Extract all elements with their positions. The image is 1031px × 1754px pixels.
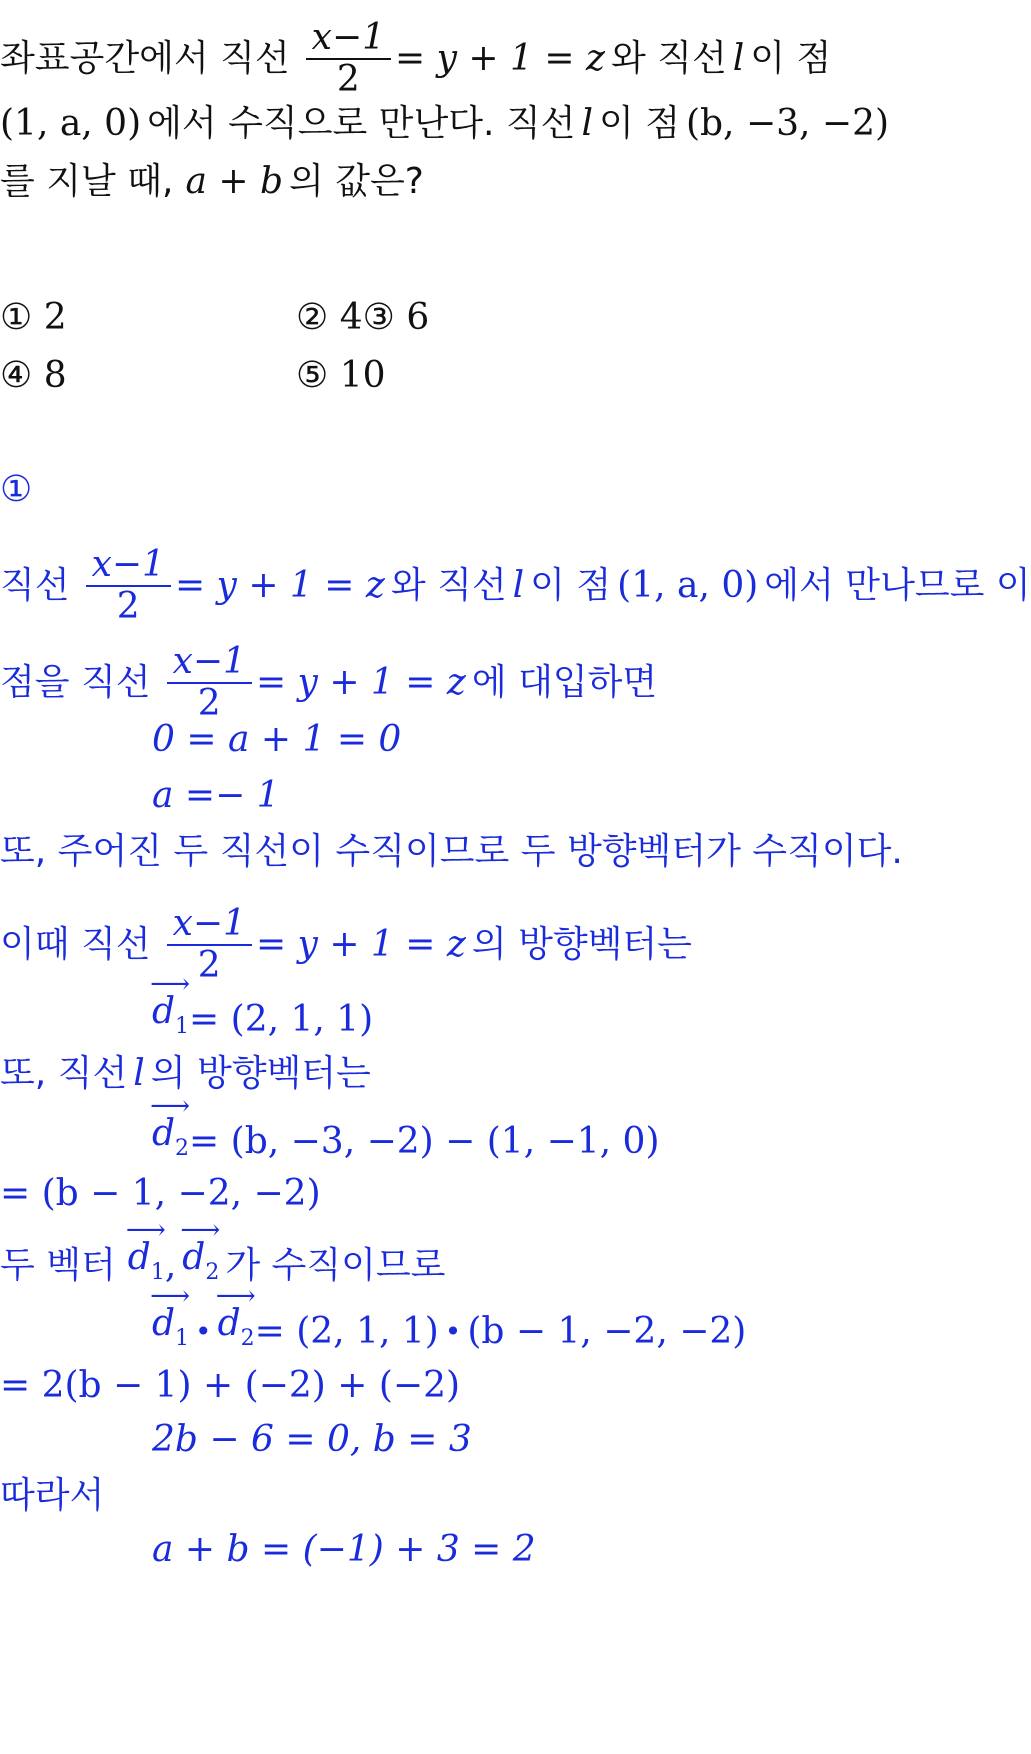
dot-expansion <box>0 1364 460 1408</box>
solution-line-7 <box>0 1474 104 1518</box>
vector-letter: d <box>127 1237 151 1278</box>
choice-1[interactable] <box>0 296 67 340</box>
solution-text: 가 수직이므로 <box>225 1244 446 1286</box>
point-1: (1, a, 0) <box>617 565 759 606</box>
point-1: (1, a, 0) <box>0 103 142 144</box>
problem-line-3 <box>0 160 424 204</box>
equation-rest: = y + 1 = z <box>395 38 605 79</box>
fraction-numerator: x−1 <box>91 544 165 585</box>
equation-1 <box>152 718 401 762</box>
vector-subscript: 1 <box>150 1260 165 1285</box>
fraction-numerator: x−1 <box>172 641 246 682</box>
problem-text: 에서 수직으로 만난다. 직선 <box>147 103 576 144</box>
vector-subscript: 2 <box>205 1260 220 1285</box>
solution-line-2 <box>0 642 657 724</box>
fraction-numerator: x−1 <box>311 17 386 58</box>
equation-rest: = y + 1 = z <box>255 924 466 965</box>
solution-text: 의 방향벡터는 <box>150 1053 371 1094</box>
line-variable: l <box>512 565 525 606</box>
equation-2 <box>152 774 280 818</box>
point-2: (b, −3, −2) <box>685 103 890 144</box>
equation: a =− 1 <box>152 775 280 816</box>
solution-text: 와 직선 <box>390 565 507 606</box>
solution-text: 이때 직선 <box>0 924 151 965</box>
solution-text: 에 대입하면 <box>471 662 658 703</box>
vector-subscript: 1 <box>175 1326 190 1351</box>
choice-mark: ① <box>0 297 33 338</box>
equation: a + b = (−1) + 3 = 2 <box>152 1529 536 1570</box>
problem-text: 와 직선 <box>610 38 727 79</box>
fraction-numerator: x−1 <box>172 903 246 944</box>
fraction <box>167 642 252 724</box>
solution-line-3 <box>0 830 903 874</box>
fraction <box>306 18 391 100</box>
fraction-denominator: 2 <box>336 59 360 100</box>
solution-line-1 <box>0 545 1031 627</box>
dot-operator: • <box>444 1314 462 1348</box>
fraction-denominator: 2 <box>197 945 221 986</box>
dot-product-line <box>152 1302 746 1361</box>
solution-text: 또, 주어진 두 직선이 수직이므로 두 방향벡터가 수직이다. <box>0 831 903 872</box>
vector-d1 <box>152 990 189 1049</box>
choice-4[interactable] <box>0 354 67 398</box>
choice-value: 2 <box>43 297 67 338</box>
problem-line-1 <box>0 18 831 100</box>
vector-subscript: 2 <box>175 1136 190 1161</box>
final-equation <box>152 1528 536 1572</box>
problem-text: 이 점 <box>598 103 680 144</box>
line-variable: l <box>133 1053 145 1094</box>
problem-text: 이 점 <box>750 38 832 79</box>
vector-letter: d <box>152 1113 176 1154</box>
vector-letter: d <box>152 991 176 1032</box>
choice-3[interactable] <box>363 296 430 340</box>
vector-value: = (2, 1, 1) <box>254 1310 439 1352</box>
problem-text: 좌표공간에서 직선 <box>0 38 290 79</box>
choice-mark: ⑤ <box>296 355 329 396</box>
solution-text: 에서 만나므로 이 <box>764 565 1031 606</box>
fraction-denominator: 2 <box>197 683 221 724</box>
vector-d1-line <box>152 990 373 1049</box>
answer: ① <box>0 469 33 510</box>
vector-d2 <box>218 1302 255 1361</box>
equation-rest: = y + 1 = z <box>174 565 385 606</box>
problem-text: 를 지날 때, <box>0 161 174 202</box>
equation: 2b − 6 = 0, b = 3 <box>152 1419 472 1460</box>
line-variable: l <box>732 38 745 79</box>
vector-letter: d <box>152 1303 176 1344</box>
choice-2-3 <box>296 296 429 340</box>
solution-text: 따라서 <box>0 1475 105 1516</box>
solution-text: 이 점 <box>530 565 612 606</box>
line-variable: l <box>581 103 593 144</box>
vector-d1 <box>152 1302 189 1361</box>
problem-line-2 <box>0 102 889 146</box>
vector-subscript: 1 <box>175 1014 190 1039</box>
choice-value: 8 <box>43 355 67 396</box>
choice-5[interactable] <box>296 354 386 398</box>
choice-value: 10 <box>339 355 386 396</box>
solution-line-4 <box>0 904 692 986</box>
solution-text: 직선 <box>0 565 70 606</box>
choice-value: 6 <box>406 297 430 338</box>
choice-mark: ② <box>296 297 329 338</box>
vector-d2 <box>152 1112 189 1171</box>
fraction-denominator: 2 <box>116 586 140 627</box>
dot-operator: • <box>195 1314 212 1348</box>
sum-expression: a + b <box>185 161 283 202</box>
vector-value: = (2, 1, 1) <box>189 998 374 1040</box>
answer-mark <box>0 468 32 512</box>
fraction <box>86 545 171 627</box>
equation-rest: = y + 1 = z <box>255 662 466 703</box>
vector-value: (b − 1, −2, −2) <box>467 1310 747 1352</box>
comma: , <box>164 1244 177 1286</box>
equation: = 2(b − 1) + (−2) + (−2) <box>0 1365 461 1406</box>
equation-3 <box>152 1418 472 1462</box>
choice-2[interactable] <box>296 296 363 340</box>
problem-text: 의 값은? <box>289 161 424 202</box>
solution-text: 의 방향벡터는 <box>471 924 692 965</box>
vector-value: = (b, −3, −2) − (1, −1, 0) <box>189 1120 660 1162</box>
solution-text: 또, 직선 <box>0 1053 128 1094</box>
vector-d2-line <box>152 1112 660 1171</box>
choice-mark: ③ <box>362 297 395 338</box>
solution-text: 점을 직선 <box>0 662 151 703</box>
vector-subscript: 2 <box>240 1326 255 1351</box>
vector-letter: d <box>217 1303 241 1344</box>
equation: 0 = a + 1 = 0 <box>152 719 402 760</box>
vector-value: = (b − 1, −2, −2) <box>0 1173 321 1214</box>
choice-value: 4 <box>339 297 363 338</box>
vector-letter: d <box>182 1237 206 1278</box>
solution-text: 두 벡터 <box>0 1244 116 1286</box>
choice-mark: ④ <box>0 355 33 396</box>
